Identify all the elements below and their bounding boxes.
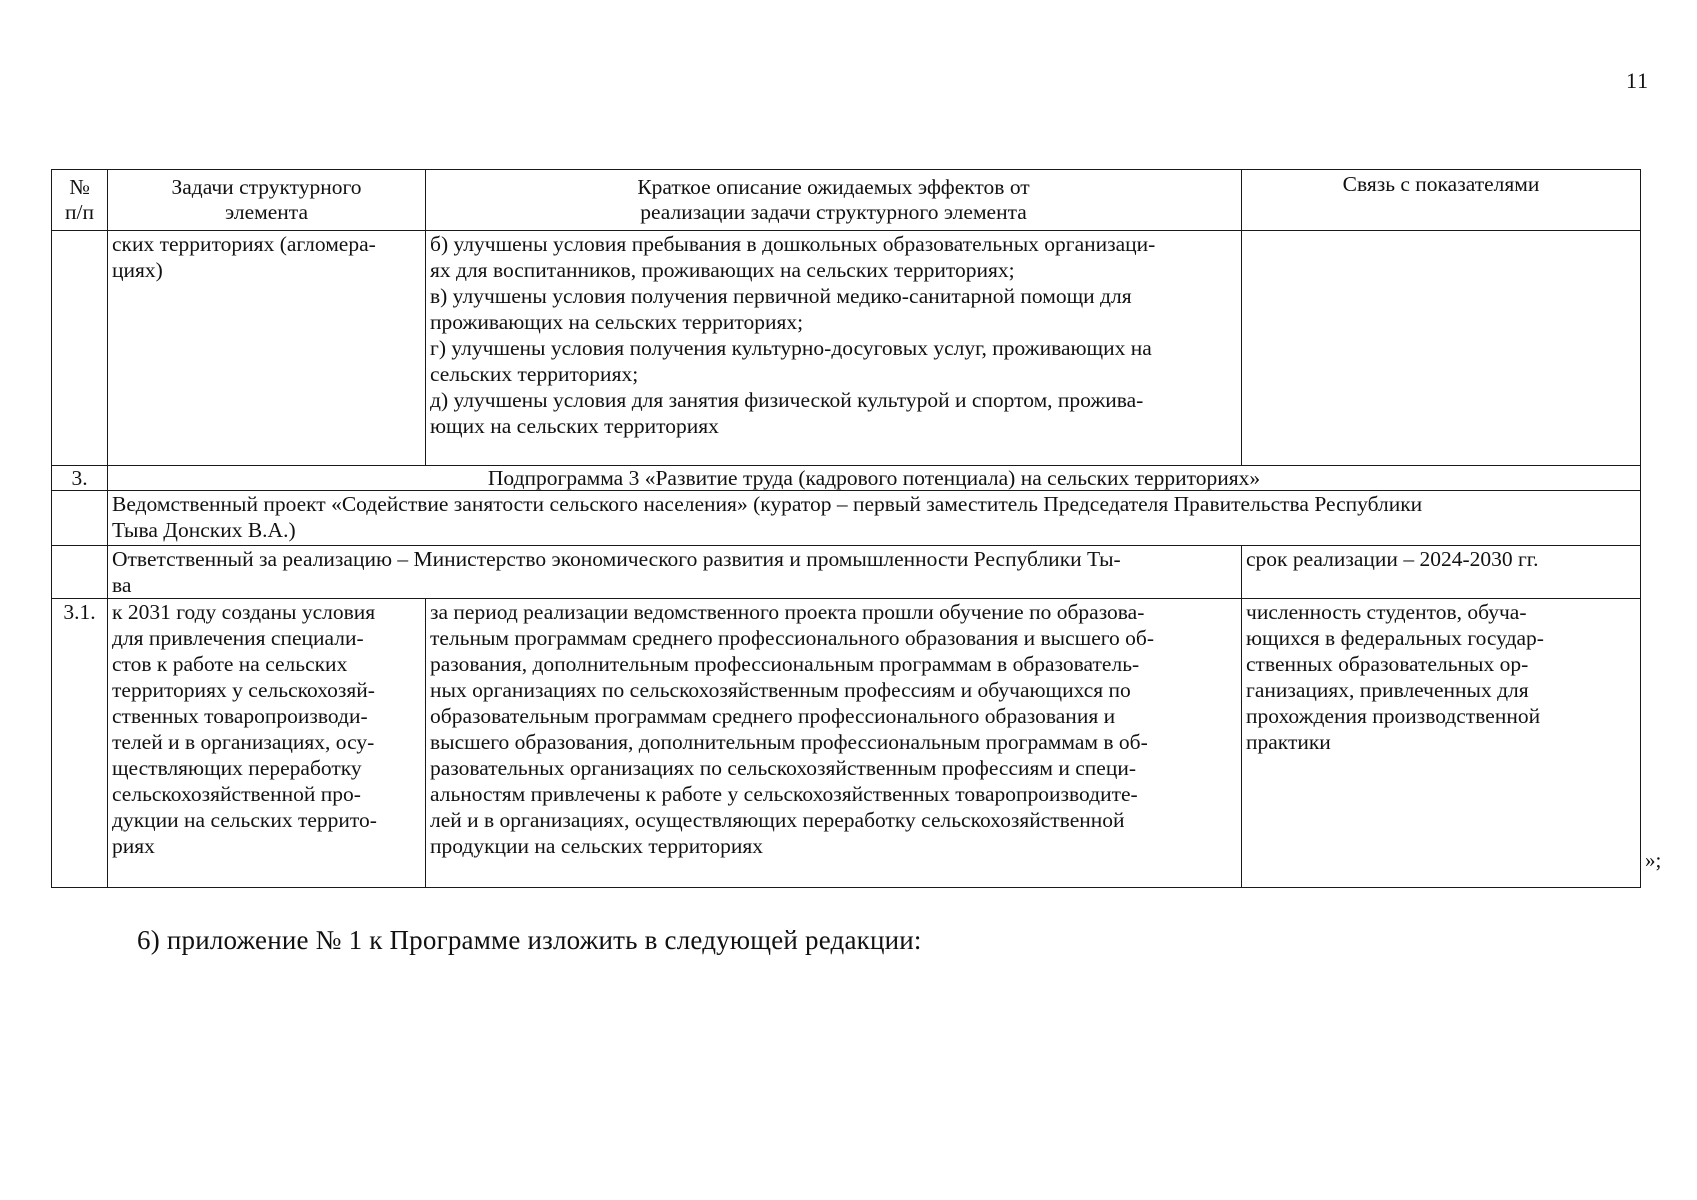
project-row (52, 491, 1641, 546)
links-cell (1242, 231, 1641, 466)
program-table (51, 169, 1641, 888)
project-number-empty (52, 491, 108, 546)
effects-cell: за период реализации ведомственного проекта прошли обучение по образова- тельным программам среднего профессионального образования и высшего об- разования, дополнительным профессиональным программам в образователь- ных организациях по сельскохозяйственным профессиям и обучающихся по образовательным программам среднего профессионального образования и высшего образования, дополнительным профессиональным программам в об- разовательных организациях по сельскохозяйственным профессиям и специ- альностям привлечены к работе у сельскохозяйственных товаропроизводите- лей и в организациях, осуществляющих переработку сельскохозяйственной продукции на сельских территориях (426, 599, 1242, 888)
subprogram-row (52, 466, 1641, 491)
table-row (52, 599, 1641, 888)
responsible-text: Ответственный за реализацию – Министерство экономического развития и промышленности Республики Ты- ва (108, 546, 1242, 599)
task-cell: ских территориях (агломера- циях) (108, 231, 426, 466)
header-effects: Краткое описание ожидаемых эффектов от реализации задачи структурного элемента (426, 170, 1242, 231)
project-text: Ведомственный проект «Содействие занятости сельского населения» (куратор – первый заместитель Председателя Правительства Республики Тыва Донских В.А.) (108, 491, 1641, 546)
subprogram-number: 3. (52, 466, 108, 491)
header-tasks: Задачи структурного элемента (108, 170, 426, 231)
links-cell: численность студентов, обуча- ющихся в федеральных государ- ственных образовательных ор- ганизациях, привлеченных для прохождения производственной практики (1242, 599, 1641, 888)
header-number: № п/п (52, 170, 108, 231)
responsible-number-empty (52, 546, 108, 599)
row-number (52, 231, 108, 466)
amendment-paragraph: 6) приложение № 1 к Программе изложить в следующей редакции: (137, 925, 922, 955)
task-cell: к 2031 году созданы условия для привлечения специали- стов к работе на сельских территориях у сельскохозяй- ственных товаропроизводи- телей и в организациях, осу- ществляющих переработку сельскохозяйственной про- дукции на сельских террито- риях (108, 599, 426, 888)
responsible-term: срок реализации – 2024-2030 гг. (1242, 546, 1641, 599)
header-links: Связь с показателями (1242, 170, 1641, 231)
subprogram-title: Подпрограмма 3 «Развитие труда (кадрового потенциала) на сельских территориях» (108, 466, 1641, 491)
closing-quote-mark: »; (1645, 848, 1662, 872)
table-header-row (52, 170, 1641, 231)
row-number: 3.1. (52, 599, 108, 888)
page-number: 11 (1626, 68, 1650, 93)
responsible-row (52, 546, 1641, 599)
effects-cell: б) улучшены условия пребывания в дошкольных образовательных организаци- ях для воспитанников, проживающих на сельских территориях; в) улучшены условия получения первичной медико-санитарной помощи для проживающих на сельских территориях; г) улучшены условия получения культурно-досуговых услуг, проживающих на сельских территориях; д) улучшены условия для занятия физической культурой и спортом, прожива- ющих на сельских территориях (426, 231, 1242, 466)
table-row (52, 231, 1641, 466)
